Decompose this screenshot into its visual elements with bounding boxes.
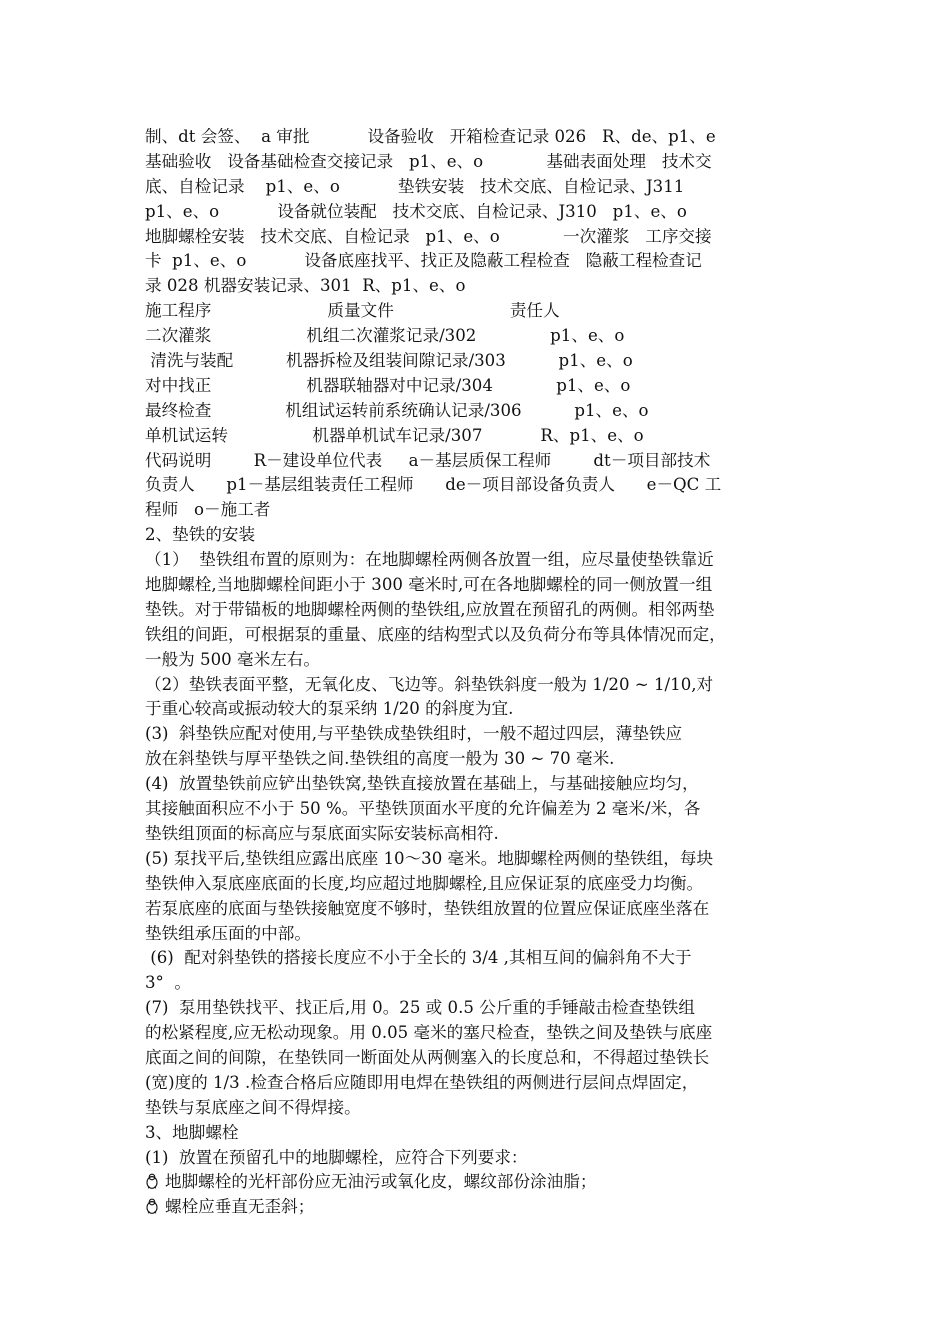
text-line: 程师 o－施工者 <box>145 500 271 520</box>
text-line: 地脚螺栓,当地脚螺栓间距小于 300 毫米时,可在各地脚螺栓的同一侧放置一组 <box>145 575 713 595</box>
text-line: 负责人 p1－基层组装责任工程师 de－项目部设备负责人 e－QC 工 <box>145 475 722 495</box>
text-line: 若泵底座的底面与垫铁接触宽度不够时，垫铁组放置的位置应保证底座坐落在 <box>145 898 710 918</box>
text-line: 单机试运转 机器单机试车记录/307 R、p1、e、o <box>145 425 644 445</box>
text-line: 铁组的间距，可根据泵的重量、底座的结构型式以及负荷分布等具体情况而定， <box>145 624 726 644</box>
text-line: 代码说明 R－建设单位代表 a－基层质保工程师 dt－项目部技术 <box>145 450 711 470</box>
text-line: （1） 垫铁组布置的原则为：在地脚螺栓两侧各放置一组，应尽量使垫铁靠近 <box>145 550 714 570</box>
text-line: 基础验收 设备基础检查交接记录 p1、e、o 基础表面处理 技术交 <box>145 151 712 171</box>
text-line: 最终检查 机组试运转前系统确认记录/306 p1、e、o <box>145 400 649 420</box>
bullet-text: 螺栓应垂直无歪斜； <box>165 1197 315 1217</box>
text-line: 垫铁组顶面的标高应与泵底面实际安装标高相符. <box>145 823 499 843</box>
document-body <box>145 125 810 1220</box>
text-line: 垫铁。对于带锚板的地脚螺栓两侧的垫铁组,应放置在预留孔的两侧。相邻两垫 <box>145 599 715 619</box>
text-line: 录 028 机器安装记录、301 R、p1、e、o <box>145 276 466 296</box>
text-line: (6) 配对斜垫铁的搭接长度应不小于全长的 3/4 ,其相互间的偏斜角不大于 <box>145 948 692 968</box>
text-line: 对中找正 机器联轴器对中记录/304 p1、e、o <box>145 375 631 395</box>
text-line: 于重心较高或振动较大的泵采纳 1/20 的斜度为宜. <box>145 699 514 719</box>
bullet-item <box>145 1195 810 1220</box>
text-line: （2）垫铁表面平整，无氧化皮、飞边等。斜垫铁斜度一般为 1/20 ~ 1/10,对 <box>145 674 714 694</box>
text-line: 地脚螺栓安装 技术交底、自检记录 p1、e、o 一次灌浆 工序交接 <box>145 226 712 246</box>
penguin-bullet-icon <box>145 1198 159 1214</box>
text-line: 清洗与装配 机器拆检及组装间隙记录/303 p1、e、o <box>145 351 633 371</box>
text-line: (7) 泵用垫铁找平、找正后,用 0。25 或 0.5 公斤重的手锤敲击检查垫铁组 <box>145 998 695 1018</box>
text-line: 制、dt 会签、 a 审批 设备验收 开箱检查记录 026 R、de、p1、e <box>145 127 716 146</box>
text-line: 一般为 500 毫米左右。 <box>145 649 320 669</box>
text-line: p1、e、o 设备就位装配 技术交底、自检记录、J310 p1、e、o <box>145 201 687 221</box>
text-line: 二次灌浆 机组二次灌浆记录/302 p1、e、o <box>145 326 625 346</box>
penguin-bullet-icon <box>145 1173 159 1189</box>
text-line: 放在斜垫铁与厚平垫铁之间.垫铁组的高度一般为 30 ~ 70 毫米. <box>145 749 615 769</box>
text-line: 3、地脚螺栓 <box>145 1122 239 1142</box>
text-line: 3° 。 <box>145 973 191 993</box>
text-line: 的松紧程度,应无松动现象。用 0.05 毫米的塞尺检查，垫铁之间及垫铁与底座 <box>145 1023 713 1043</box>
text-lines <box>145 125 810 1170</box>
text-line: 底、自检记录 p1、e、o 垫铁安装 技术交底、自检记录、J311 <box>145 176 685 196</box>
text-line: (3) 斜垫铁应配对使用,与平垫铁成垫铁组时，一般不超过四层，薄垫铁应 <box>145 724 683 744</box>
text-line: (4) 放置垫铁前应铲出垫铁窝,垫铁直接放置在基础上，与基础接触应均匀， <box>145 774 699 794</box>
text-line: 垫铁组承压面的中部。 <box>145 923 311 943</box>
bullet-text: 地脚螺栓的光杆部份应无油污或氧化皮，螺纹部份涂油脂； <box>165 1172 597 1192</box>
bullet-list <box>145 1170 810 1220</box>
text-line: 垫铁与泵底座之间不得焊接。 <box>145 1097 361 1117</box>
text-line: (宽)度的 1/3 .检查合格后应随即用电焊在垫铁组的两侧进行层间点焊固定， <box>145 1072 699 1092</box>
text-line: 卡 p1、e、o 设备底座找平、找正及隐蔽工程检查 隐蔽工程检查记 <box>145 251 702 271</box>
text-line: (5) 泵找平后,垫铁组应露出底座 10～30 毫米。地脚螺栓两侧的垫铁组，每块 <box>145 848 714 868</box>
bullet-item <box>145 1170 810 1195</box>
text-line: 其接触面积应不小于 50 %。平垫铁顶面水平度的允许偏差为 2 毫米/米，各 <box>145 799 701 819</box>
text-line: 施工程序 质量文件 责任人 <box>145 301 560 321</box>
text-line: 2、垫铁的安装 <box>145 525 256 545</box>
text-line: 垫铁伸入泵底座底面的长度,均应超过地脚螺栓,且应保证泵的底座受力均衡。 <box>145 873 704 893</box>
text-line: (1) 放置在预留孔中的地脚螺栓，应符合下列要求： <box>145 1147 528 1167</box>
text-line: 底面之间的间隙，在垫铁同一断面处从两侧塞入的长度总和，不得超过垫铁长 <box>145 1047 710 1067</box>
